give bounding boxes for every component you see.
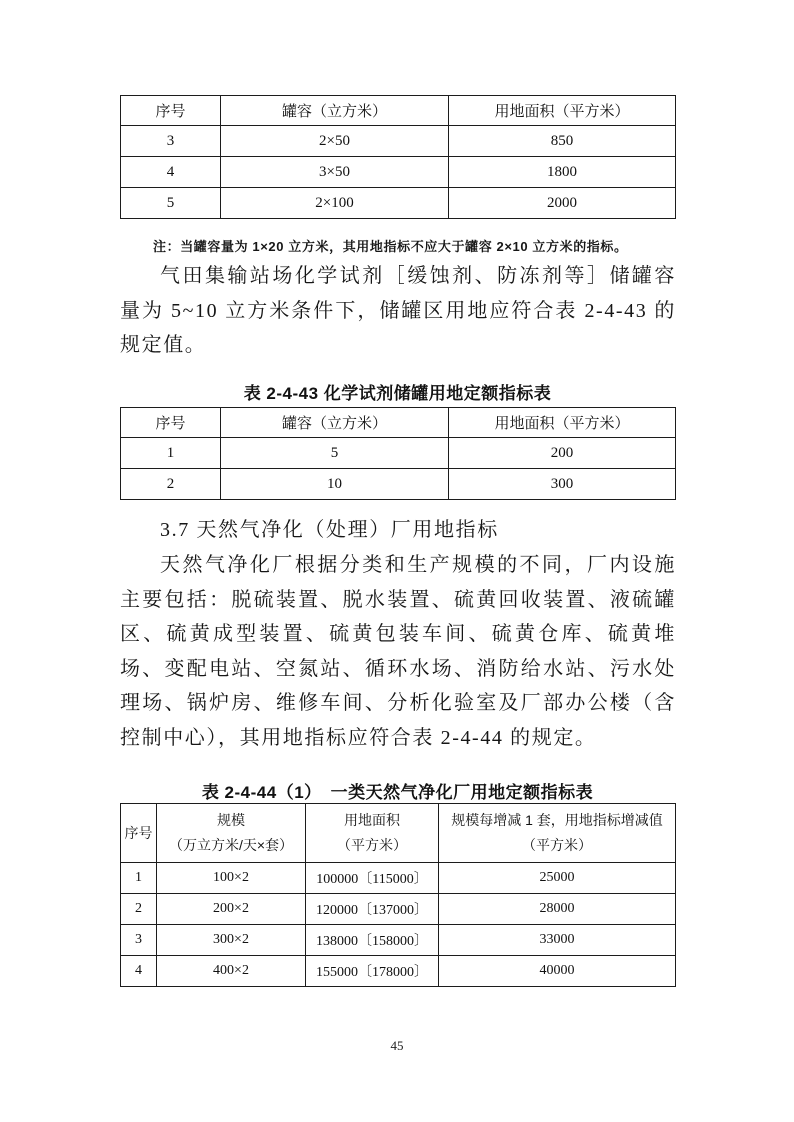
table-row	[121, 956, 676, 987]
gas-purification-plant-table	[120, 803, 676, 987]
table-2-4-44-title: 表 2-4-44（1） 一类天然气净化厂用地定额指标表	[201, 783, 594, 802]
cell-area: 155000〔178000〕	[306, 956, 439, 987]
table-row	[121, 126, 676, 157]
cell-capacity: 3×50	[221, 157, 449, 188]
cell-seq: 5	[121, 188, 221, 219]
storage-tank-land-table-continued	[120, 95, 676, 219]
section-heading-3-7: 3.7 天然气净化（处理）厂用地指标	[160, 519, 499, 541]
column-header-land-area: 用地面积（平方米）	[449, 96, 676, 126]
cell-scale: 300×2	[157, 925, 306, 956]
header-line-2: （万立方米/天×套）	[168, 837, 294, 853]
column-header-seq: 序号	[121, 408, 221, 438]
page-number: 45	[390, 1038, 404, 1053]
table-row	[121, 894, 676, 925]
body-paragraph-purification-plant: 天然气净化厂根据分类和生产规模的不同，厂内设施主要包括：脱硫装置、脱水装置、硫黄回收装置、液硫罐区、硫黄成型装置、硫黄包装车间、硫黄仓库、硫黄堆场、变配电站、空氮站、循环水场、消防给水站、污水处理场、锅炉房、维修车间、分析化验室及厂部办公楼（含控制中心），其用地指标应符合表 2-4-44 的规定。	[120, 554, 676, 749]
table-row	[121, 863, 676, 894]
header-line-2: （平方米）	[522, 837, 592, 853]
table-row	[121, 925, 676, 956]
cell-area: 138000〔158000〕	[306, 925, 439, 956]
column-header-tank-capacity: 罐容（立方米）	[221, 408, 449, 438]
cell-area: 850	[449, 126, 676, 157]
cell-capacity: 10	[221, 469, 449, 500]
cell-seq: 2	[121, 894, 157, 925]
table-row	[121, 438, 676, 469]
table-header-row	[121, 804, 676, 863]
cell-area: 200	[449, 438, 676, 469]
cell-scale: 200×2	[157, 894, 306, 925]
header-line-2: （平方米）	[337, 837, 407, 853]
column-header-tank-capacity: 罐容（立方米）	[221, 96, 449, 126]
header-line-1: 规模	[217, 812, 245, 828]
cell-seq: 4	[121, 956, 157, 987]
table-header-row	[121, 408, 676, 438]
column-header-seq: 序号	[121, 96, 221, 126]
column-header-seq: 序号	[121, 804, 157, 863]
cell-increment: 28000	[439, 894, 676, 925]
column-header-land-area: 用地面积（平方米）	[449, 408, 676, 438]
chemical-reagent-tank-table	[120, 407, 676, 500]
cell-seq: 4	[121, 157, 221, 188]
cell-area: 120000〔137000〕	[306, 894, 439, 925]
cell-increment: 25000	[439, 863, 676, 894]
cell-area: 2000	[449, 188, 676, 219]
cell-area: 300	[449, 469, 676, 500]
cell-seq: 1	[121, 438, 221, 469]
cell-area: 100000〔115000〕	[306, 863, 439, 894]
body-paragraph-chemical-reagent: 气田集输站场化学试剂［缓蚀剂、防冻剂等］储罐容量为 5~10 立方米条件下，储罐区用地应符合表 2-4-43 的规定值。	[120, 265, 676, 356]
cell-scale: 400×2	[157, 956, 306, 987]
cell-capacity: 5	[221, 438, 449, 469]
cell-seq: 3	[121, 126, 221, 157]
cell-capacity: 2×50	[221, 126, 449, 157]
cell-area: 1800	[449, 157, 676, 188]
cell-seq: 3	[121, 925, 157, 956]
table-footnote: 注：当罐容量为 1×20 立方米，其用地指标不应大于罐容 2×10 立方米的指标。	[153, 239, 628, 254]
cell-increment: 40000	[439, 956, 676, 987]
cell-seq: 1	[121, 863, 157, 894]
cell-capacity: 2×100	[221, 188, 449, 219]
column-header-increment	[439, 804, 676, 863]
cell-seq: 2	[121, 469, 221, 500]
column-header-scale	[157, 804, 306, 863]
table-row	[121, 469, 676, 500]
header-line-1: 用地面积	[344, 812, 400, 828]
column-header-land-area	[306, 804, 439, 863]
table-2-4-43-title: 表 2-4-43 化学试剂储罐用地定额指标表	[243, 384, 552, 403]
cell-scale: 100×2	[157, 863, 306, 894]
table-row	[121, 188, 676, 219]
cell-increment: 33000	[439, 925, 676, 956]
header-line-1: 规模每增减 1 套，用地指标增减值	[451, 812, 663, 828]
table-header-row	[121, 96, 676, 126]
table-row	[121, 157, 676, 188]
